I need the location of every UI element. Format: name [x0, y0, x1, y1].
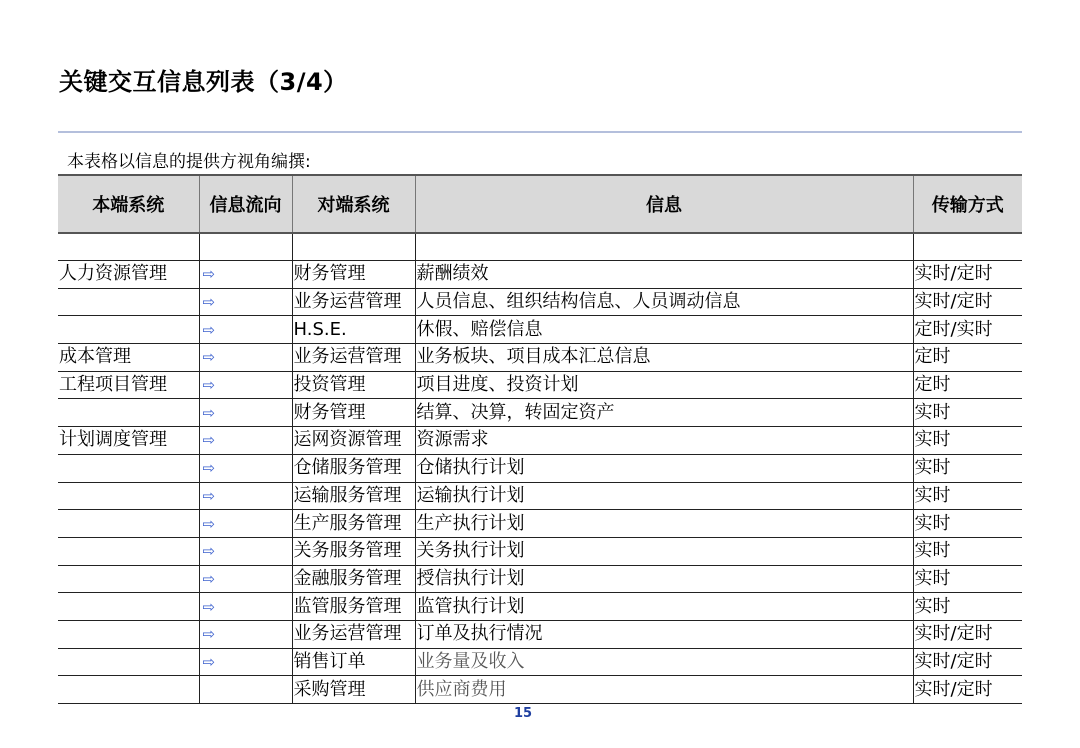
transfer-mode-cell: 实时/定时	[913, 261, 1022, 289]
flow-direction-cell	[199, 537, 292, 565]
flow-direction-cell	[199, 288, 292, 316]
local-system-cell	[58, 482, 199, 510]
transfer-mode-cell: 实时	[913, 427, 1022, 455]
info-cell: 关务执行计划	[415, 537, 913, 565]
local-system-cell	[58, 593, 199, 621]
table-row	[58, 399, 1022, 427]
header-transfer-mode: 传输方式	[913, 175, 1022, 233]
info-cell: 供应商费用	[415, 676, 913, 704]
right-arrow-icon: ⇨	[202, 293, 216, 312]
local-system-cell	[58, 537, 199, 565]
local-system-cell	[58, 454, 199, 482]
header-peer-system: 对端系统	[292, 175, 415, 233]
info-cell: 薪酬绩效	[415, 261, 913, 289]
local-system-cell: 计划调度管理	[58, 427, 199, 455]
transfer-mode-cell: 实时	[913, 537, 1022, 565]
local-system-cell: 成本管理	[58, 344, 199, 372]
info-cell	[415, 233, 913, 261]
peer-system-cell: 金融服务管理	[292, 565, 415, 593]
local-system-cell	[58, 620, 199, 648]
peer-system-cell: 关务服务管理	[292, 537, 415, 565]
table-row	[58, 288, 1022, 316]
right-arrow-icon: ⇨	[202, 376, 216, 395]
peer-system-cell: 仓储服务管理	[292, 454, 415, 482]
title-divider	[58, 131, 1022, 133]
flow-direction-cell	[199, 316, 292, 344]
local-system-cell	[58, 510, 199, 538]
right-arrow-icon: ⇨	[202, 265, 216, 284]
local-system-cell	[58, 648, 199, 676]
peer-system-cell: 运网资源管理	[292, 427, 415, 455]
transfer-mode-cell: 实时/定时	[913, 648, 1022, 676]
peer-system-cell: 采购管理	[292, 676, 415, 704]
info-cell: 业务板块、项目成本汇总信息	[415, 344, 913, 372]
transfer-mode-cell: 实时	[913, 510, 1022, 538]
flow-direction-cell	[199, 565, 292, 593]
page-number: 15	[514, 706, 533, 721]
right-arrow-icon: ⇨	[202, 403, 216, 422]
intro-text: 本表格以信息的提供方视角编撰:	[67, 152, 311, 172]
info-cell: 授信执行计划	[415, 565, 913, 593]
right-arrow-icon: ⇨	[202, 652, 216, 671]
right-arrow-icon: ⇨	[202, 348, 216, 367]
flow-direction-cell	[199, 482, 292, 510]
info-cell: 人员信息、组织结构信息、人员调动信息	[415, 288, 913, 316]
transfer-mode-cell: 定时	[913, 344, 1022, 372]
table-row	[58, 233, 1022, 261]
info-cell: 监管执行计划	[415, 593, 913, 621]
local-system-cell	[58, 676, 199, 704]
table-row	[58, 648, 1022, 676]
right-arrow-icon: ⇨	[202, 569, 216, 588]
info-cell: 仓储执行计划	[415, 454, 913, 482]
info-cell: 生产执行计划	[415, 510, 913, 538]
info-cell: 休假、赔偿信息	[415, 316, 913, 344]
header-local-system: 本端系统	[58, 175, 199, 233]
transfer-mode-cell: 实时/定时	[913, 620, 1022, 648]
flow-direction-cell	[199, 676, 292, 704]
right-arrow-icon: ⇨	[202, 320, 216, 339]
table-row	[58, 510, 1022, 538]
table-row	[58, 261, 1022, 289]
table-row	[58, 565, 1022, 593]
peer-system-cell: 运输服务管理	[292, 482, 415, 510]
right-arrow-icon: ⇨	[202, 625, 216, 644]
table-row	[58, 316, 1022, 344]
header-flow-direction: 信息流向	[199, 175, 292, 233]
local-system-cell: 工程项目管理	[58, 371, 199, 399]
flow-direction-cell	[199, 399, 292, 427]
transfer-mode-cell: 实时/定时	[913, 676, 1022, 704]
info-cell: 业务量及收入	[415, 648, 913, 676]
peer-system-cell: 财务管理	[292, 399, 415, 427]
local-system-cell	[58, 565, 199, 593]
right-arrow-icon: ⇨	[202, 542, 216, 561]
table-header-row	[58, 175, 1022, 233]
flow-direction-cell	[199, 510, 292, 538]
peer-system-cell: 财务管理	[292, 261, 415, 289]
table-row	[58, 676, 1022, 704]
transfer-mode-cell: 定时/实时	[913, 316, 1022, 344]
right-arrow-icon: ⇨	[202, 514, 216, 533]
transfer-mode-cell: 实时	[913, 565, 1022, 593]
flow-direction-cell	[199, 620, 292, 648]
right-arrow-icon: ⇨	[202, 459, 216, 478]
flow-direction-cell	[199, 648, 292, 676]
info-cell: 订单及执行情况	[415, 620, 913, 648]
header-info: 信息	[415, 175, 913, 233]
peer-system-cell	[292, 233, 415, 261]
flow-direction-cell	[199, 593, 292, 621]
peer-system-cell: 业务运营管理	[292, 288, 415, 316]
page-title: 关键交互信息列表（3/4）	[59, 68, 348, 96]
peer-system-cell: H.S.E.	[292, 316, 415, 344]
right-arrow-icon: ⇨	[202, 486, 216, 505]
local-system-cell	[58, 233, 199, 261]
table-row	[58, 371, 1022, 399]
transfer-mode-cell: 实时	[913, 454, 1022, 482]
peer-system-cell: 销售订单	[292, 648, 415, 676]
peer-system-cell: 业务运营管理	[292, 620, 415, 648]
peer-system-cell: 投资管理	[292, 371, 415, 399]
peer-system-cell: 业务运营管理	[292, 344, 415, 372]
transfer-mode-cell: 实时/定时	[913, 288, 1022, 316]
table-row	[58, 344, 1022, 372]
transfer-mode-cell: 实时	[913, 593, 1022, 621]
flow-direction-cell	[199, 344, 292, 372]
transfer-mode-cell: 实时	[913, 399, 1022, 427]
info-cell: 项目进度、投资计划	[415, 371, 913, 399]
table-row	[58, 537, 1022, 565]
table-row	[58, 620, 1022, 648]
local-system-cell	[58, 399, 199, 427]
interaction-table	[58, 174, 1022, 704]
local-system-cell	[58, 288, 199, 316]
peer-system-cell: 监管服务管理	[292, 593, 415, 621]
table-row	[58, 482, 1022, 510]
table-row	[58, 454, 1022, 482]
transfer-mode-cell	[913, 233, 1022, 261]
local-system-cell: 人力资源管理	[58, 261, 199, 289]
flow-direction-cell	[199, 233, 292, 261]
table-row	[58, 593, 1022, 621]
table-row	[58, 427, 1022, 455]
right-arrow-icon: ⇨	[202, 431, 216, 450]
info-cell: 结算、决算，转固定资产	[415, 399, 913, 427]
flow-direction-cell	[199, 261, 292, 289]
peer-system-cell: 生产服务管理	[292, 510, 415, 538]
transfer-mode-cell: 定时	[913, 371, 1022, 399]
info-cell: 运输执行计划	[415, 482, 913, 510]
table-body	[58, 233, 1022, 704]
right-arrow-icon: ⇨	[202, 597, 216, 616]
transfer-mode-cell: 实时	[913, 482, 1022, 510]
info-cell: 资源需求	[415, 427, 913, 455]
local-system-cell	[58, 316, 199, 344]
flow-direction-cell	[199, 427, 292, 455]
flow-direction-cell	[199, 454, 292, 482]
flow-direction-cell	[199, 371, 292, 399]
